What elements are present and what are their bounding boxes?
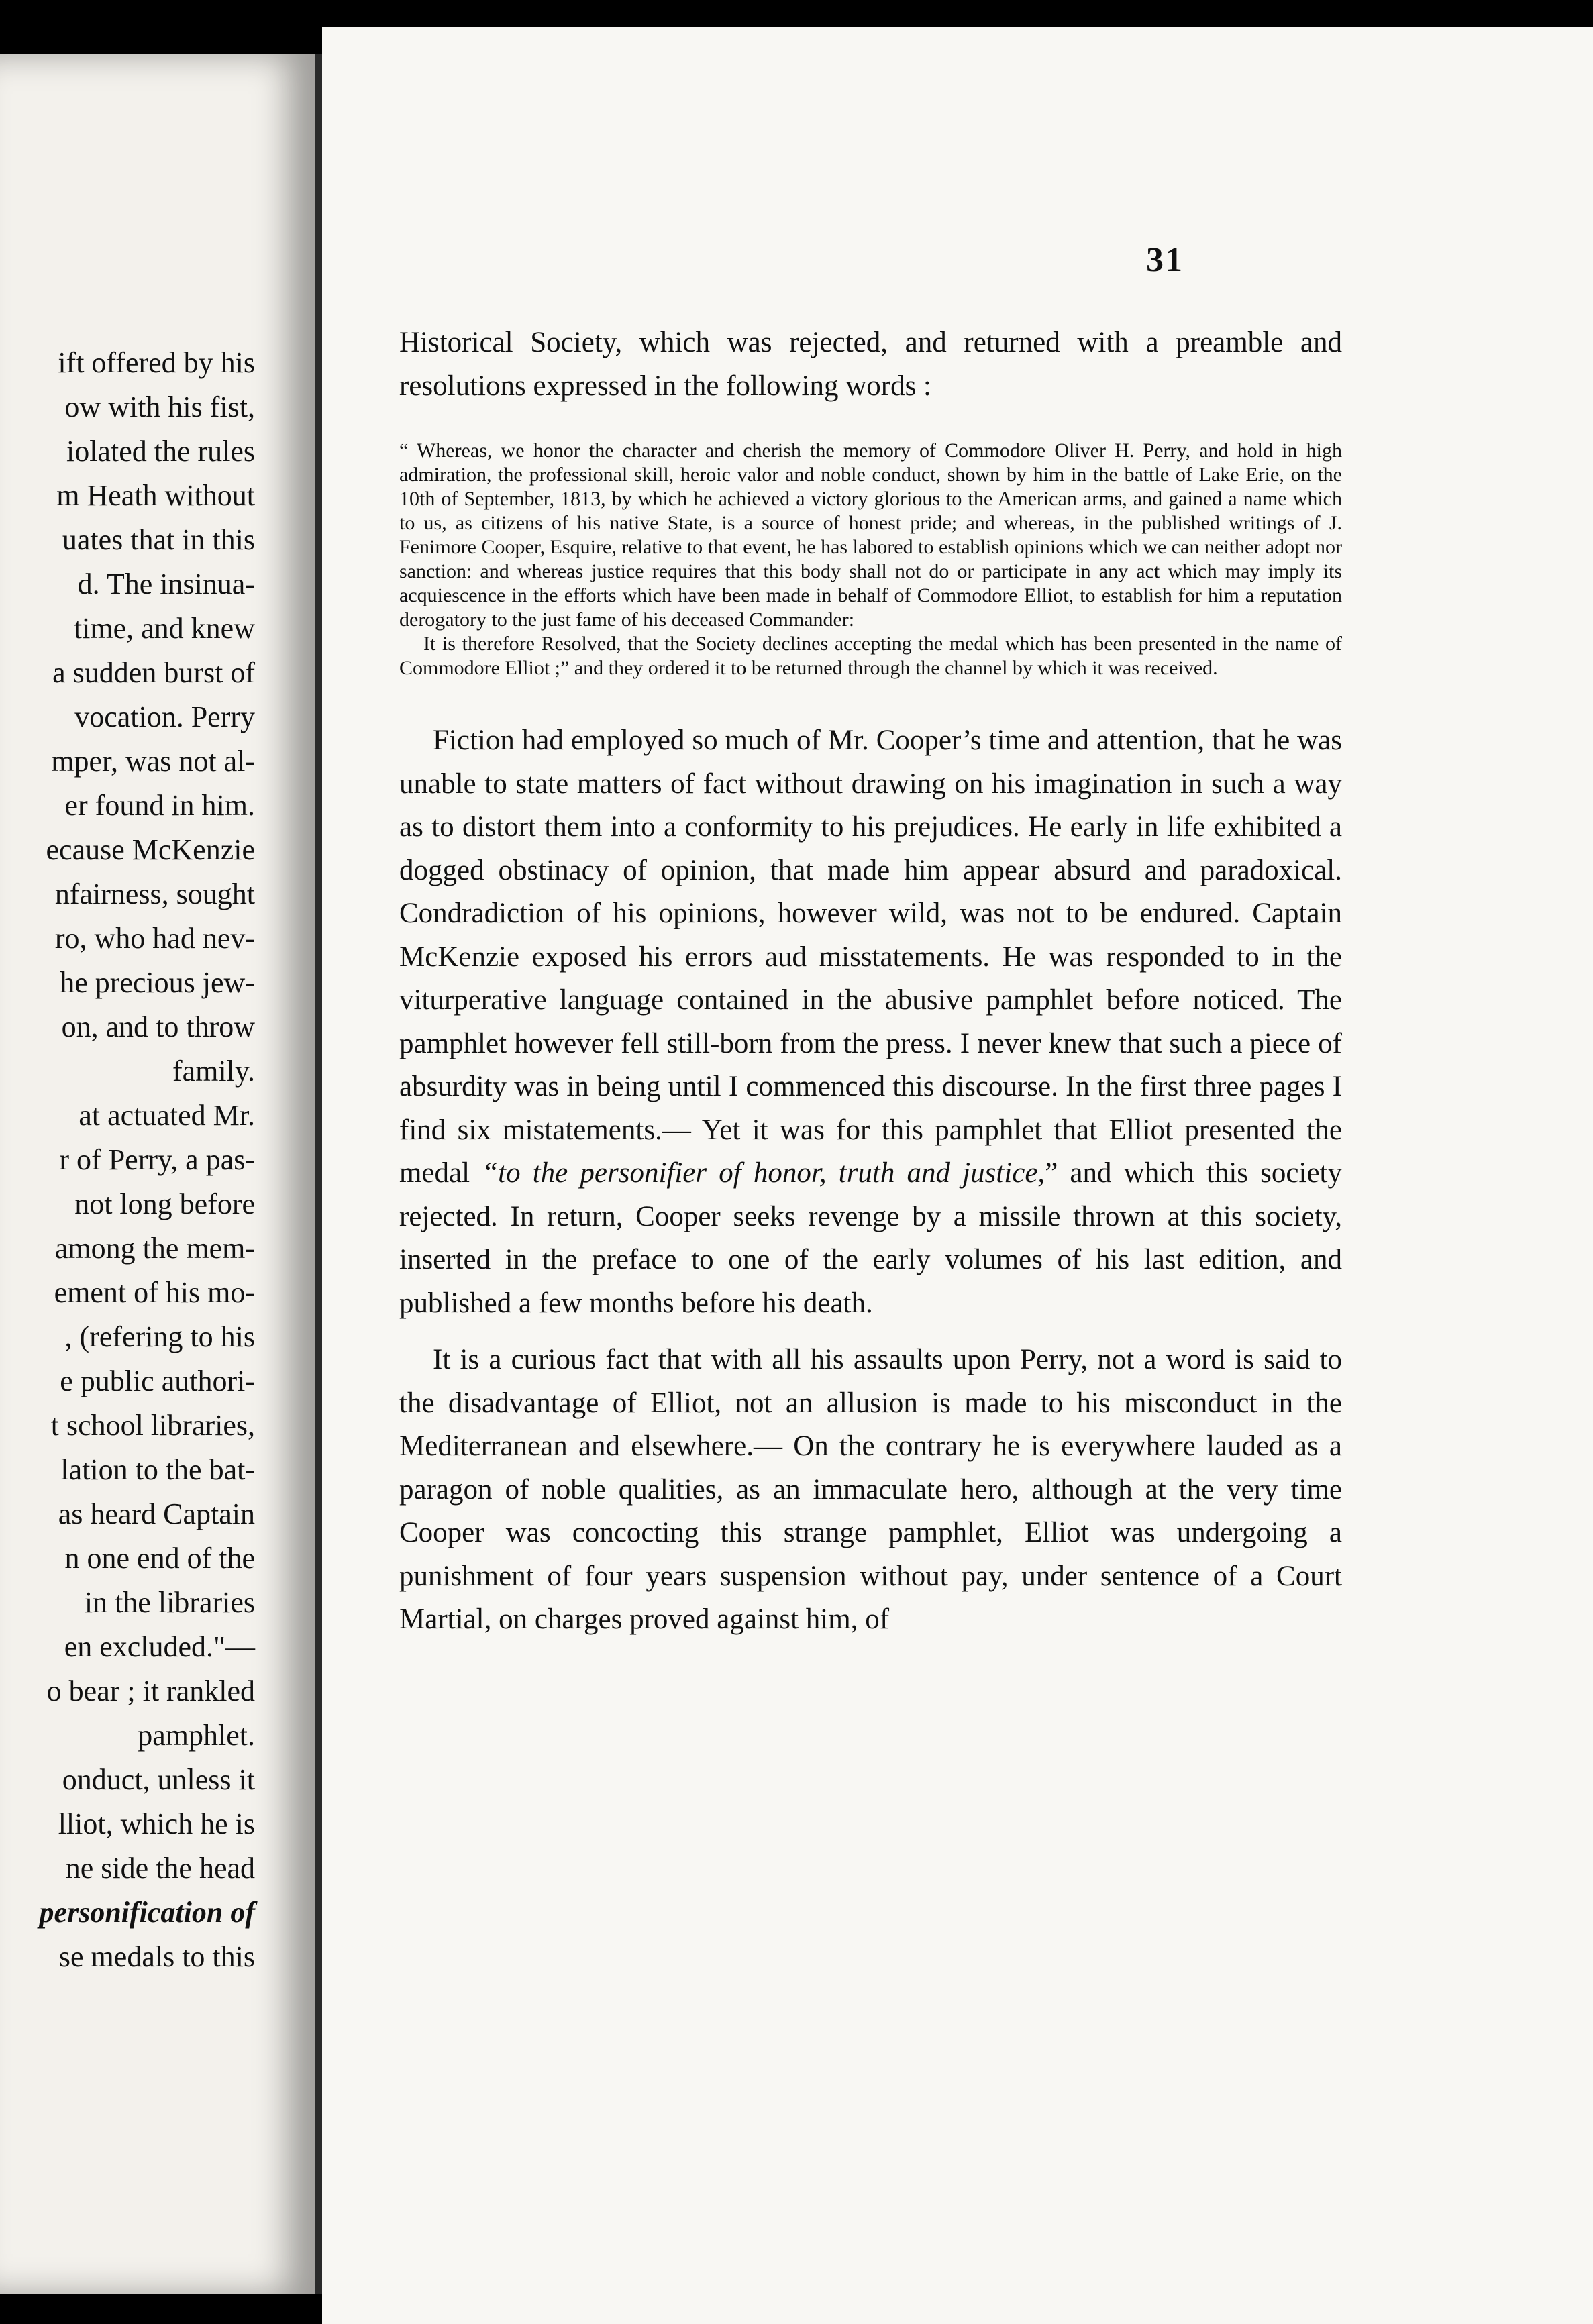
- medal-inscription: “to the personifier of honor, truth and justice,: [482, 1157, 1045, 1189]
- left-line: time, and knew: [73, 612, 255, 645]
- left-line: vocation. Perry: [74, 700, 255, 733]
- left-line: er found in him.: [64, 789, 255, 822]
- book-page: [322, 27, 1593, 2324]
- left-line: among the mem-: [54, 1232, 255, 1265]
- left-line: pamphlet.: [138, 1719, 255, 1752]
- left-line: en excluded."—: [64, 1630, 255, 1663]
- left-line: lation to the bat-: [60, 1453, 255, 1486]
- quoted-resolution: [399, 439, 1342, 680]
- left-line: ro, who had nev-: [54, 922, 255, 955]
- left-line: nfairness, sought: [54, 878, 255, 910]
- left-line: n one end of the: [64, 1542, 255, 1575]
- intro-paragraph: Historical Society, which was rejected, and returned with a preamble and resolutions expressed in the following words :: [399, 327, 1342, 402]
- paragraph-1-text-end: ” and which this society rejected. In return, Cooper seeks revenge by a missile thrown at this society, inserted in the preface to one of the early volumes of his last edition, and published a few months before his death.: [399, 1157, 1342, 1319]
- left-line: he precious jew-: [60, 966, 255, 999]
- left-line: m Heath without: [56, 479, 255, 512]
- left-line: e public authori-: [60, 1365, 255, 1397]
- page-text: [399, 321, 1342, 1642]
- previous-page-text: [0, 341, 302, 2023]
- page-number: 31: [1146, 241, 1184, 279]
- left-line: lliot, which he is: [58, 1807, 255, 1840]
- left-line: personification of: [39, 1896, 255, 1929]
- left-line: onduct, unless it: [62, 1763, 255, 1796]
- left-line: r of Perry, a pas-: [59, 1143, 255, 1176]
- paragraph-1-text: Fiction had employed so much of Mr. Cooper’s time and attention, that he was unable to state matters of fact without drawing on his imagination in such a way as to distort them into a conformity to his prejudices. He early in life exhibited a dogged obstinacy of opinion, that made him appear absurd and paradoxical. Condradiction of his opinions, however wild, was not to be endured. Captain McKenzie exposed his errors aud misstatements. He was responded to in the viturperative language contained in the abusive pamphlet before noticed. The pamphlet however fell still-born from the press. I never knew that such a piece of absurdity was in being until I commenced this discourse. In the first three pages I find six mistatements.— Yet it was for this pamphlet that Elliot presented the medal: [399, 725, 1342, 1189]
- left-line: family.: [172, 1055, 255, 1088]
- left-line: on, and to throw: [61, 1010, 255, 1043]
- quote-whereas: “ Whereas, we honor the character and cherish the memory of Commodore Oliver H. Perry, and hold in high admiration, the professional skill, heroic valor and noble conduct, shown by him in the battle of Lake Erie, on the 10th of September, 1813, by which he achieved a victory glorious to the American arms, and gained a name which to us, as citizens of his native State, is a source of honest pride; and whereas, in the published writings of J. Fenimore Cooper, Esquire, relative to that event, he has labored to establish opinions which we can neither adopt nor sanction: and whereas justice requires that this body shall not do or participate in any act which may imply its acquiescence in the efforts which have been made in behalf of Commodore Elliot, to establish for him a reputation derogatory to the just fame of his deceased Commander:: [399, 439, 1342, 631]
- left-line: iolated the rules: [66, 435, 255, 468]
- left-line: at actuated Mr.: [79, 1099, 255, 1132]
- left-line: mper, was not al-: [51, 745, 255, 778]
- left-line: as heard Captain: [58, 1497, 255, 1530]
- left-line: uates that in this: [62, 523, 255, 556]
- previous-page-strip: [0, 54, 322, 2294]
- left-line: o bear ; it rankled: [46, 1675, 255, 1707]
- left-line: a sudden burst of: [52, 656, 255, 689]
- left-line: ow with his fist,: [64, 390, 255, 423]
- left-line: , (refering to his: [64, 1320, 255, 1353]
- left-line: t school libraries,: [50, 1409, 255, 1442]
- quote-resolved: It is therefore Resolved, that the Society declines accepting the medal which has been presented in the name of Commodore Elliot ;” and they ordered it to be returned through the channel by which it was received.: [399, 633, 1342, 679]
- left-line: in the libraries: [84, 1586, 255, 1619]
- left-line: ift offered by his: [58, 346, 255, 379]
- body-paragraph-1: [399, 719, 1342, 1325]
- left-line: not long before: [74, 1187, 255, 1220]
- body-paragraph-2: It is a curious fact that with all his assaults upon Perry, not a word is said to the disadvantage of Elliot, not an allusion is made to his misconduct in the Mediterranean and elsewhere.— On the contrary he is everywhere lauded as a paragon of noble qualities, as an immaculate hero, although at the very time Cooper was concocting this strange pamphlet, Elliot was undergoing a punishment of four years suspension without pay, under sentence of a Court Martial, on charges proved against him, of: [399, 1344, 1342, 1635]
- left-line: d. The insinua-: [77, 568, 255, 600]
- left-line: ement of his mo-: [54, 1276, 255, 1309]
- left-line: se medals to this: [58, 1940, 255, 1973]
- left-line: ecause McKenzie: [46, 833, 255, 866]
- left-line: ne side the head: [65, 1852, 255, 1885]
